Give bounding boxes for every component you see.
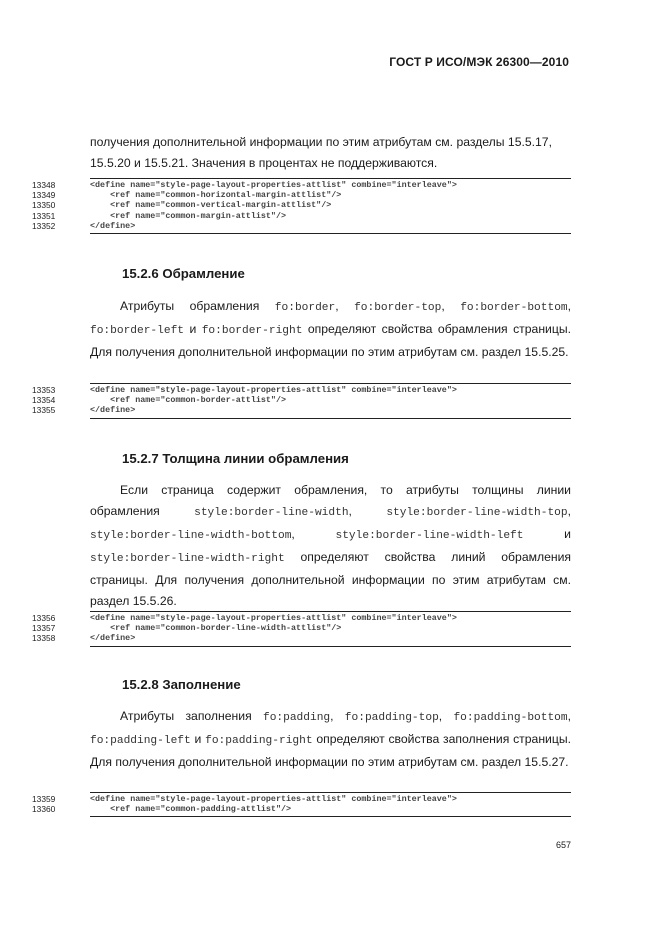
attribute-name: style:border-line-width-top: [386, 507, 568, 519]
punctuation: ,: [438, 709, 454, 723]
code-text: </define>: [90, 405, 136, 416]
section-paragraph-padding: [90, 706, 571, 773]
line-number: 13355: [32, 405, 56, 416]
punctuation: ,: [330, 709, 345, 723]
line-number: 13352: [32, 220, 56, 231]
code-text: <ref name="common-border-attlist"/>: [90, 395, 287, 406]
section-paragraph-border: [90, 296, 571, 363]
code-text: <define name="style-page-layout-properties-attlist" combine="interleave">: [90, 385, 457, 395]
code-text: <define name="style-page-layout-properties-attlist" combine="interleave">: [90, 180, 457, 190]
code-text: <ref name="common-border-line-width-attlist"/>: [90, 623, 342, 634]
line-number: 13354: [32, 395, 56, 406]
attribute-name: fo:padding-bottom: [453, 712, 568, 724]
punctuation: ,: [291, 527, 336, 541]
section-heading-border-width: 15.2.7 Толщина линии обрамления: [122, 451, 349, 466]
section-heading-border: 15.2.6 Обрамление: [122, 266, 245, 281]
attribute-name: fo:padding-top: [344, 712, 439, 724]
punctuation: ,: [348, 504, 387, 518]
code-line: [32, 623, 571, 634]
attribute-name: style:border-line-width-left: [335, 530, 524, 542]
code-block-1: [32, 178, 571, 234]
code-line: [32, 190, 571, 201]
code-text: </define>: [90, 220, 136, 231]
line-number: 13348: [32, 180, 56, 190]
line-number: 13359: [32, 794, 56, 804]
page-number: 657: [556, 840, 572, 850]
attribute-name: fo:border-left: [90, 325, 184, 337]
punctuation: ,: [441, 299, 461, 313]
code-block-3: [32, 611, 571, 647]
para-text: и: [190, 732, 206, 746]
line-number: 13358: [32, 633, 56, 644]
intro-paragraph: [90, 132, 571, 174]
para-text: Если страница содержит обрамления, то атрибуты толщины линии обрамления: [90, 483, 571, 518]
attribute-name: style:border-line-width-bottom: [90, 530, 292, 542]
para-text: определяют свойства обрамления страницы. Для получения дополнительной информации по этим атрибутам см. раздел 15.5.25.: [90, 322, 571, 359]
punctuation: ,: [567, 299, 572, 313]
para-text: и: [184, 322, 202, 336]
code-line: [32, 613, 571, 623]
attribute-name: style:border-line-width-right: [90, 553, 285, 565]
para-text: определяют свойства линий обрамления страницы. Для получения дополнительной информации по этим атрибутам см. раздел 15.5.26.: [90, 550, 571, 608]
attribute-name: fo:border-right: [201, 325, 303, 337]
code-text: <ref name="common-horizontal-margin-attlist"/>: [90, 190, 342, 201]
code-line: [32, 804, 571, 815]
line-number: 13351: [32, 210, 56, 221]
para-text: и: [523, 527, 571, 541]
attribute-name: fo:padding: [262, 712, 331, 724]
para-text: Атрибуты обрамления: [120, 299, 275, 313]
attribute-name: fo:border-top: [354, 302, 442, 314]
para-text: Атрибуты заполнения: [120, 709, 263, 723]
code-line: [32, 220, 571, 231]
code-block-4: [32, 792, 571, 817]
section-paragraph-border-width: [90, 480, 571, 612]
code-line: [32, 200, 571, 211]
line-number: 13353: [32, 385, 56, 395]
intro-line-2: 15.5.20 и 15.5.21. Значения в процентах не поддерживаются.: [90, 156, 438, 170]
code-line: [32, 794, 571, 804]
code-text: <define name="style-page-layout-properties-attlist" combine="interleave">: [90, 613, 457, 623]
attribute-name: fo:padding-right: [205, 735, 313, 747]
code-text: <ref name="common-vertical-margin-attlist"/>: [90, 200, 332, 211]
code-line: [32, 633, 571, 644]
line-number: 13357: [32, 623, 56, 634]
punctuation: ,: [335, 299, 355, 313]
code-block-2: [32, 383, 571, 419]
standard-header: ГОСТ Р ИСО/МЭК 26300—2010: [389, 55, 569, 69]
code-text: <ref name="common-padding-attlist"/>: [90, 804, 292, 815]
code-text: <define name="style-page-layout-properties-attlist" combine="interleave">: [90, 794, 457, 804]
intro-line-1: получения дополнительной информации по этим атрибутам см. разделы 15.5.17,: [90, 135, 552, 149]
attribute-name: style:border-line-width: [194, 507, 349, 519]
code-line: [32, 180, 571, 190]
code-text: <ref name="common-margin-attlist"/>: [90, 210, 287, 221]
section-heading-padding: 15.2.8 Заполнение: [122, 677, 241, 692]
attribute-name: fo:padding-left: [90, 735, 191, 747]
line-number: 13350: [32, 200, 56, 211]
punctuation: ,: [567, 709, 571, 723]
line-number: 13349: [32, 190, 56, 201]
attribute-name: fo:border: [274, 302, 336, 314]
line-number: 13356: [32, 613, 56, 623]
code-line: [32, 385, 571, 395]
para-text: определяют свойства заполнения страницы. Для получения дополнительной информации по этим атрибутам см. раздел 15.5.27.: [90, 732, 571, 769]
attribute-name: fo:border-bottom: [460, 302, 568, 314]
code-line: [32, 210, 571, 221]
code-line: [32, 395, 571, 406]
line-number: 13360: [32, 804, 56, 815]
punctuation: ,: [567, 504, 571, 518]
code-line: [32, 405, 571, 416]
code-text: </define>: [90, 633, 136, 644]
